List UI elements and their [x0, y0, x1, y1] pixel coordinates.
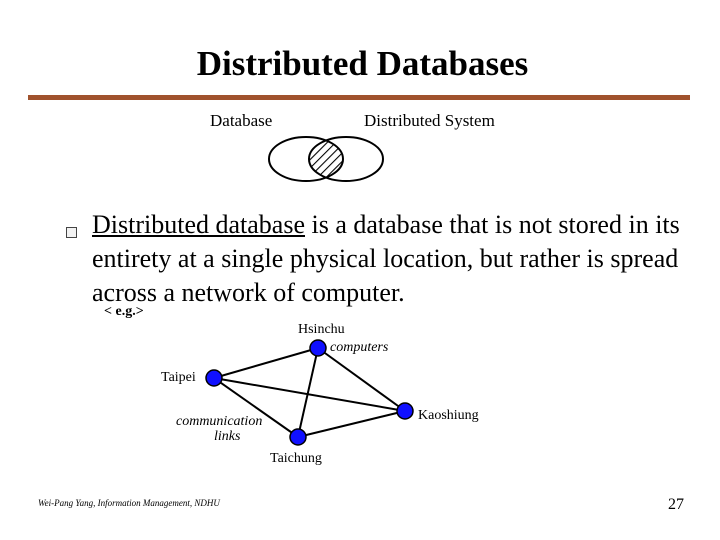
label-taipei: Taipei — [161, 370, 196, 385]
footer-author: Wei-Pang Yang, Information Management, NDHU — [38, 498, 220, 508]
node-hsinchu — [310, 340, 326, 356]
page-number: 27 — [668, 496, 684, 513]
label-computers: computers — [330, 340, 389, 355]
node-taichung — [290, 429, 306, 445]
link-hsinchu-kaoshiung — [318, 348, 405, 411]
node-taipei — [206, 370, 222, 386]
label-kaoshiung: Kaoshiung — [418, 408, 479, 423]
node-kaoshiung — [397, 403, 413, 419]
slide-title: Distributed Databases — [196, 44, 529, 83]
label-hsinchu: Hsinchu — [298, 322, 345, 337]
venn-label-distributed-system: Distributed System — [364, 111, 495, 130]
link-taichung-kaoshiung — [298, 411, 405, 437]
label-links: links — [214, 429, 241, 444]
label-communication: communication — [176, 414, 263, 429]
bullet-term: Distributed database — [92, 210, 305, 239]
link-hsinchu-taipei — [214, 348, 318, 378]
bullet-definition: is a database that is not stored in its entirety at a single physical location, but rather is spread across a network of computer. — [92, 210, 680, 307]
label-taichung: Taichung — [270, 451, 322, 466]
venn-label-database: Database — [210, 111, 273, 130]
example-label: < e.g.> — [104, 304, 144, 319]
